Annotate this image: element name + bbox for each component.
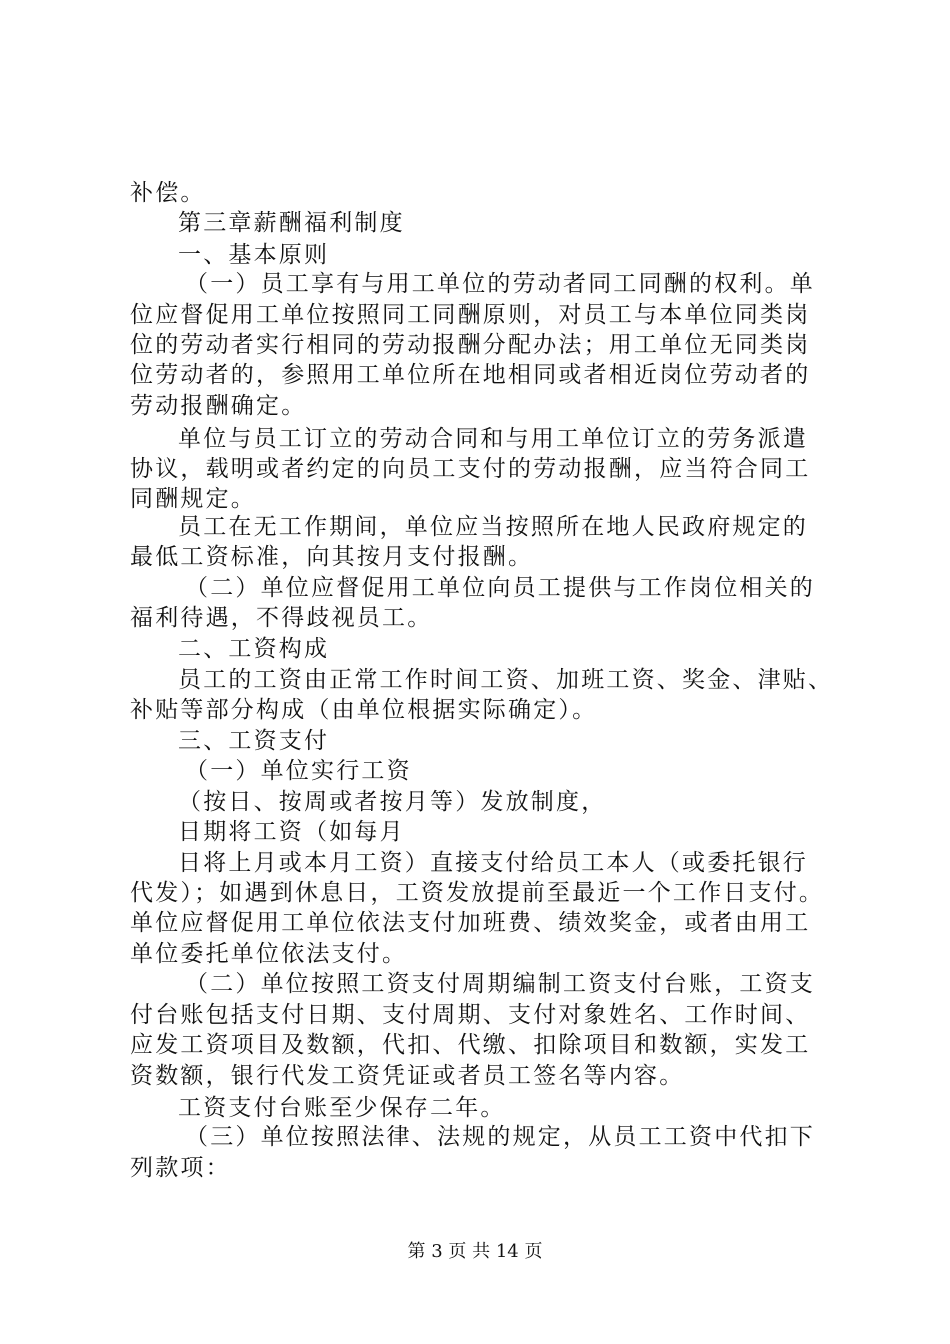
page-footer: 第 3 页 共 14 页 xyxy=(407,1241,543,1262)
text-line: （二）单位应督促用工单位向员工提供与工作岗位相关的 xyxy=(185,575,815,601)
text-line: 单位委托单位依法支付。 xyxy=(130,941,408,967)
text-line: 工资支付台账至少保存二年。 xyxy=(178,1095,506,1121)
section-heading: 三、工资支付 xyxy=(178,728,330,754)
text-line: 付台账包括支付日期、支付周期、支付对象姓名、工作时间、 xyxy=(130,1002,811,1028)
text-line: 日期将工资（如每月 xyxy=(178,819,405,845)
text-line: 应发工资项目及数额，代扣、代缴、扣除项目和数额，实发工 xyxy=(130,1032,811,1058)
text-line: 单位与员工订立的劳动合同和与用工单位订立的劳务派遣 xyxy=(178,426,808,452)
text-line: 位的劳动者实行相同的劳动报酬分配办法；用工单位无同类岗 xyxy=(130,332,811,358)
section-heading: 二、工资构成 xyxy=(178,636,330,662)
text-line: 员工的工资由正常工作时间工资、加班工资、奖金、津贴、 xyxy=(178,667,834,693)
text-line: （二）单位按照工资支付周期编制工资支付台账，工资支 xyxy=(185,971,815,997)
text-line: （三）单位按照法律、法规的规定，从员工工资中代扣下 xyxy=(185,1124,815,1150)
text-line: 位劳动者的，参照用工单位所在地相同或者相近岗位劳动者的 xyxy=(130,362,811,388)
text-line: 员工在无工作期间，单位应当按照所在地人民政府规定的 xyxy=(178,514,808,540)
text-line: （一）员工享有与用工单位的劳动者同工同酬的权利。单 xyxy=(185,271,815,297)
text-line: 位应督促用工单位按照同工同酬原则，对员工与本单位同类岗 xyxy=(130,302,811,328)
text-line: （一）单位实行工资 xyxy=(185,758,412,784)
text-line: 最低工资标准，向其按月支付报酬。 xyxy=(130,544,534,570)
chapter-heading: 第三章薪酬福利制度 xyxy=(178,210,405,236)
text-line: 资数额，银行代发工资凭证或者员工签名等内容。 xyxy=(130,1063,685,1089)
text-line: 补贴等部分构成（由单位根据实际确定）。 xyxy=(130,697,598,723)
text-line: 列款项： xyxy=(130,1155,231,1181)
text-line: 同酬规定。 xyxy=(130,486,256,512)
text-line: （按日、按周或者按月等）发放制度， xyxy=(178,789,607,815)
text-line: 代发）；如遇到休息日，工资发放提前至最近一个工作日支付。 xyxy=(130,880,825,906)
text-line: 单位应督促用工单位依法支付加班费、绩效奖金，或者由用工 xyxy=(130,910,811,936)
text-line: 福利待遇，不得歧视员工。 xyxy=(130,605,433,631)
section-heading: 一、基本原则 xyxy=(178,242,330,268)
text-line: 协议，载明或者约定的向员工支付的劳动报酬，应当符合同工 xyxy=(130,456,811,482)
text-line: 日将上月或本月工资）直接支付给员工本人（或委托银行 xyxy=(178,850,808,876)
text-line: 劳动报酬确定。 xyxy=(130,393,307,419)
text-line: 补偿。 xyxy=(130,180,206,206)
